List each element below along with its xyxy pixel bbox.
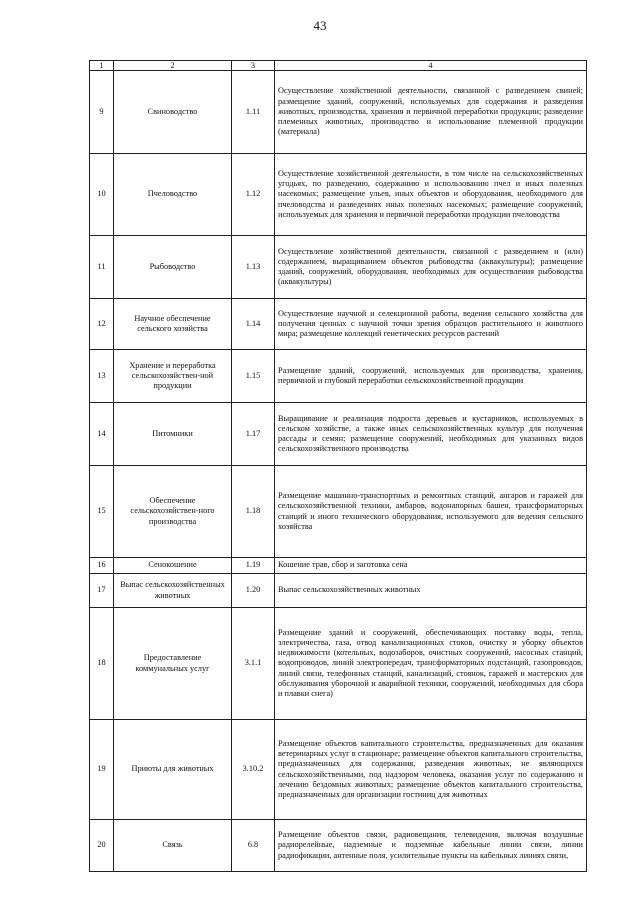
land-use-description: Размещение зданий и сооружений, обеспечивающих поставку воды, тепла, электричества, газа, отвод канализационных стоков, очистку и уборку объектов недвижимости (котельных, водозаборов, очистных сооружений, насосных станций, водопроводов, линий электропередач, трансформаторных подстанций, газопроводов, линий связи, телефонных станций, канализаций, стоянок, гаражей и мастерских для обслуживания уборочной и аварийной техники, сооружений, необходимых для сбора и плавки снега) <box>275 608 587 720</box>
row-number: 18 <box>90 608 114 720</box>
row-number: 9 <box>90 71 114 154</box>
land-use-name: Научное обеспечение сельского хозяйства <box>114 299 232 350</box>
land-use-code: 1.17 <box>232 403 275 466</box>
land-use-description: Размещение зданий, сооружений, используемых для производства, хранения, первичной и глубокой переработки сельскохозяйственной продукции <box>275 350 587 403</box>
header-col-4: 4 <box>275 61 587 71</box>
land-use-name: Питомники <box>114 403 232 466</box>
row-number: 17 <box>90 574 114 608</box>
land-use-code: 1.19 <box>232 558 275 574</box>
land-use-description: Размещение объектов капитального строительства, предназначенных для оказания ветеринарных услуг в стационаре; размещение объектов капитального строительства, предназначенных для содержания, разведения животных, не являющихся сельскохозяйственными, под надзором человека, оказания услуг по содержанию и лечению бездомных животных; размещение объектов капитального строительства, предназначенных для организации гостиниц для животных <box>275 720 587 820</box>
land-use-name: Хранение и переработка сельскохозяйствен-ной продукции <box>114 350 232 403</box>
table-row <box>90 299 587 350</box>
land-use-description: Осуществление хозяйственной деятельности, связанной с разведением свиней; размещение зданий, сооружений, используемых для содержания и разведения животных, производства, хранения и первичной переработки продукции; разведение племенных животных, производство и использование племенной продукции (материала) <box>275 71 587 154</box>
table-header-row <box>90 61 587 71</box>
table-row <box>90 403 587 466</box>
row-number: 19 <box>90 720 114 820</box>
land-use-name: Пчеловодство <box>114 154 232 236</box>
land-use-code: 3.10.2 <box>232 720 275 820</box>
land-use-code: 1.18 <box>232 466 275 558</box>
land-use-code: 1.15 <box>232 350 275 403</box>
land-use-description: Осуществление научной и селекционной работы, ведения сельского хозяйства для получения ценных с научной точки зрения образцов растительного и животного мира; размещение коллекций генетических ресурсов растений <box>275 299 587 350</box>
land-use-description: Осуществление хозяйственной деятельности, связанной с разведением и (или) содержанием, выращиванием объектов рыбоводства (аквакультуры); размещение зданий, сооружений, оборудования, необходимых для осуществления рыбоводства (аквакультуры) <box>275 236 587 299</box>
land-use-code: 1.12 <box>232 154 275 236</box>
header-col-2: 2 <box>114 61 232 71</box>
land-use-name: Свиноводство <box>114 71 232 154</box>
table-row <box>90 720 587 820</box>
land-use-name: Обеспечение сельскохозяйствен-ного производства <box>114 466 232 558</box>
table-row <box>90 466 587 558</box>
page-number: 43 <box>313 18 327 33</box>
land-use-name: Рыбоводство <box>114 236 232 299</box>
row-number: 20 <box>90 820 114 872</box>
table-row <box>90 350 587 403</box>
row-number: 12 <box>90 299 114 350</box>
row-number: 10 <box>90 154 114 236</box>
land-use-description: Размещение машинно-транспортных и ремонтных станций, ангаров и гаражей для сельскохозяйственной техники, амбаров, водонапорных башен, трансформаторных станций и иного технического оборудования, используемого для ведения сельского хозяйства <box>275 466 587 558</box>
land-use-code: 1.13 <box>232 236 275 299</box>
table-row <box>90 574 587 608</box>
land-use-description: Выпас сельскохозяйственных животных <box>275 574 587 608</box>
table-row <box>90 236 587 299</box>
row-number: 14 <box>90 403 114 466</box>
land-use-code: 1.20 <box>232 574 275 608</box>
land-use-name: Связь <box>114 820 232 872</box>
land-use-code: 6.8 <box>232 820 275 872</box>
land-use-description: Размещение объектов связи, радиовещания, телевидения, включая воздушные радиорелейные, надземные и подземные кабельные линии связи, линии радиофикации, антенные поля, усилительные пункты на кабельных линиях связи, <box>275 820 587 872</box>
table-row <box>90 71 587 154</box>
table-row <box>90 608 587 720</box>
header-col-3: 3 <box>232 61 275 71</box>
land-use-name: Выпас сельскохозяйственных животных <box>114 574 232 608</box>
land-use-description: Кошение трав, сбор и заготовка сена <box>275 558 587 574</box>
land-use-code: 1.14 <box>232 299 275 350</box>
row-number: 15 <box>90 466 114 558</box>
land-use-code: 1.11 <box>232 71 275 154</box>
land-use-description: Выращивание и реализация подроста деревьев и кустарников, используемых в сельском хозяйстве, а также иных сельскохозяйственных культур для получения рассады и семян; размещение сооружений, необходимых для указанных видов сельскохозяйственного производства <box>275 403 587 466</box>
row-number: 11 <box>90 236 114 299</box>
land-use-table <box>89 60 587 872</box>
land-use-name: Приюты для животных <box>114 720 232 820</box>
table-row <box>90 558 587 574</box>
land-use-name: Предоставление коммунальных услуг <box>114 608 232 720</box>
land-use-description: Осуществление хозяйственной деятельности, в том числе на сельскохозяйственных угодьях, по разведению, содержанию и использованию пчел и иных полезных насекомых; размещение ульев, иных объектов и оборудования, необходимого для пчеловодства и разведениях иных полезных насекомых; размещение сооружений, используемых для хранения и первичной переработки продукции пчеловодства <box>275 154 587 236</box>
table-row <box>90 154 587 236</box>
header-col-1: 1 <box>90 61 114 71</box>
land-use-name: Сенокошение <box>114 558 232 574</box>
row-number: 13 <box>90 350 114 403</box>
row-number: 16 <box>90 558 114 574</box>
land-use-code: 3.1.1 <box>232 608 275 720</box>
table-row <box>90 820 587 872</box>
